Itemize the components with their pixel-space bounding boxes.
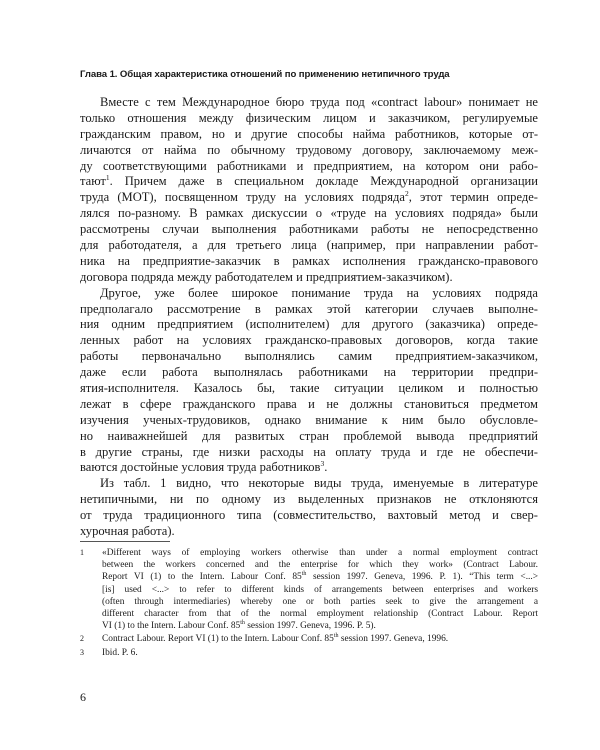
text-line: для работодателя, а для третьего лица (например, при направлении работ- — [80, 238, 538, 253]
text-line: изучения ученых-трудовиков, однако внимание к ним было обусловле- — [80, 412, 538, 427]
footnote-2 — [80, 633, 538, 645]
text-line: лежат в сфере гражданского права и не должны становиться предметом — [80, 396, 538, 411]
footnote-ref-3: 3 — [320, 459, 325, 469]
text-line: нетипичными, ни по одному из выделенных признаков не отклоняются — [80, 492, 538, 507]
footnote-line: between the workers concerned and the enterprise for which they work» (Contract Labour. — [102, 560, 538, 571]
footnote-ref-2: 2 — [404, 189, 409, 199]
running-head: Глава 1. Общая характеристика отношений по применению нетипичного труда — [80, 69, 450, 80]
text-line: рассмотрены случаи выполнения работниками работы не непосредственно — [80, 222, 538, 237]
footnote-line: Ibid. P. 6. — [102, 647, 138, 658]
footnote-number: 1 — [80, 548, 84, 557]
text-line: в другие страны, где низки расходы на оплату труда и где не обеспечи- — [80, 444, 538, 459]
text-line: Из табл. 1 видно, что некоторые виды труда, именуемые в литературе — [100, 476, 538, 491]
text-line: Вместе с тем Международное бюро труда под «contract labour» понимает не — [100, 95, 538, 109]
text-line: даже если работа выполнялась работниками на территории предпри- — [80, 365, 538, 380]
text-line: Другое, уже более широкое понимание труда на условиях подряда — [100, 285, 538, 300]
text-line: ника на предприятие-заказчик в рамках исполнения гражданско-правового — [80, 253, 538, 268]
text-line: договора подряда между работодателем и предприятием-заказчиком). — [80, 269, 453, 284]
footnote-line: different character from that of the normal employment relationship (Contract Labour. Report — [102, 608, 538, 619]
text-line: гражданским правом, но и другие способы найма работников, которые от- — [80, 126, 538, 141]
text-line: тают$^1$. Причем даже в специальном докладе Международной организации — [80, 173, 538, 189]
text-line: ду соответствующими работниками и предприятием, на котором они рабо- — [80, 158, 538, 173]
footnote-number: 3 — [80, 647, 84, 657]
paragraph-2 — [80, 286, 538, 477]
text-line: от труда традиционного типа (совместительство, вахтовый метод и свер- — [80, 508, 538, 523]
footnote-ref-1: 1 — [105, 173, 110, 183]
text-line: ваются достойные условия труда работников$^3$. — [80, 459, 328, 475]
footnote-number: 2 — [80, 634, 84, 644]
text-line: труда (МОТ), посвященном труду на условиях подряда$^2$, этот термин опреде- — [80, 189, 538, 205]
paragraph-3 — [80, 476, 538, 540]
text-line: но наиважнейшей для развитых стран проблемой вывода предприятий — [80, 428, 538, 443]
footnote-line: Report VI (1) to the Intern. Labour Conf. 85th session 1997. Geneva, 1996. P. 1). “This term <...> — [102, 571, 539, 583]
footnote-3 — [80, 647, 538, 659]
text-line: хурочная работа). — [80, 524, 175, 539]
footnotes — [80, 547, 538, 660]
book-page — [80, 0, 538, 750]
footnote-line: [is] used <...> to refer to different kinds of arrangements between enterprises and workers — [102, 584, 538, 595]
footnote-line: «Different ways of employing workers otherwise than under a normal employment contract — [102, 548, 538, 558]
text-line: ленных работ на условиях гражданско-правовых договоров, когда такие — [80, 333, 538, 348]
text-line: ятия-исполнителя. Казалось бы, такие ситуации целиком и полностью — [80, 381, 538, 396]
paragraph-1 — [80, 95, 538, 286]
page-number: 6 — [80, 690, 86, 704]
footnote-1 — [80, 547, 538, 632]
text-line: только отношения между физическим лицом и заказчиком, регулируемые — [80, 110, 538, 125]
text-line: предполагало рассмотрение в рамках этой категории случаев выполне- — [80, 301, 538, 316]
text-line: лялся по-разному. В рамках дискуссии о «труде на условиях подряда» были — [80, 206, 538, 221]
main-text — [80, 95, 538, 540]
footnote-divider — [80, 541, 170, 542]
text-line: работы первоначально выполнялись самим предприятием-заказчиком, — [80, 349, 538, 364]
text-line: ния одним предприятием (исполнителем) для другого (заказчика) опреде- — [80, 317, 538, 332]
footnote-line: (often through intermediaries) whereby one or both parties seek to give the arrangement a — [102, 596, 538, 607]
footnote-line: Contract Labour. Report VI (1) to the Intern. Labour Conf. 85th session 1997. Geneva, 1996. — [102, 633, 449, 645]
footnote-line: VI (1) to the Intern. Labour Conf. 85th session 1997. Geneva, 1996. P. 5). — [102, 620, 376, 632]
text-line: личаются от найма по обычному трудовому договору, заключаемому меж- — [80, 142, 538, 157]
